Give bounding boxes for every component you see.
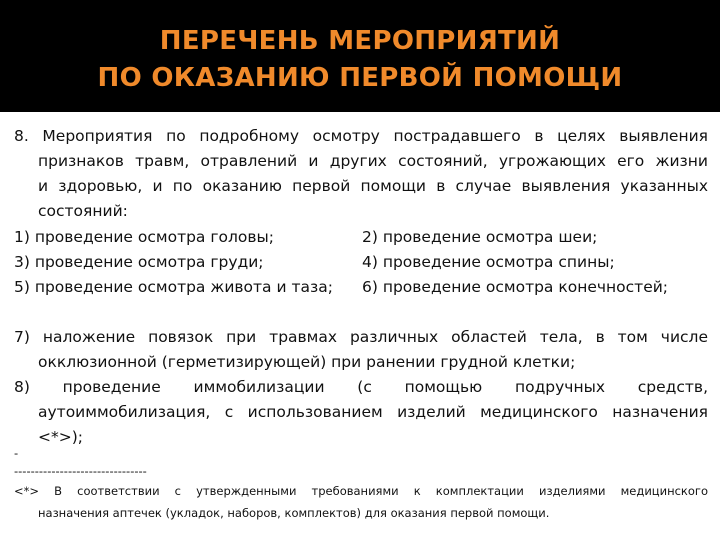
footnote-dash: - bbox=[14, 446, 19, 460]
title-line-1: ПЕРЕЧЕНЬ МЕРОПРИЯТИЙ bbox=[159, 26, 561, 56]
item7-line-1: 7) наложение повязок при травмах различных областей тела, в том числе bbox=[14, 328, 708, 346]
subitem-2: 2) проведение осмотра шеи; bbox=[362, 228, 598, 246]
subitem-1: 1) проведение осмотра головы; bbox=[14, 228, 274, 246]
item8-heading-line-1: 8. Мероприятия по подробному осмотру пострадавшего в целях выявления bbox=[14, 127, 708, 145]
title-line-2: ПО ОКАЗАНИЮ ПЕРВОЙ ПОМОЩИ bbox=[97, 63, 623, 93]
subitem-6: 6) проведение осмотра конечностей; bbox=[362, 278, 669, 296]
title-banner bbox=[0, 0, 720, 112]
footnote-line-1: <*> В соответствии с утвержденными требованиями к комплектации изделиями медицинского bbox=[14, 484, 708, 498]
subitem-3: 3) проведение осмотра груди; bbox=[14, 253, 264, 271]
item8-heading-line-3: и здоровью, и по оказанию первой помощи в случае выявления указанных bbox=[38, 177, 708, 195]
item8b-line-3: <*>); bbox=[38, 428, 83, 446]
item8b-line-2: аутоиммобилизация, с использованием изделий медицинского назначения bbox=[38, 403, 708, 421]
content-area bbox=[0, 112, 720, 540]
item7-line-2: окклюзионной (герметизирующей) при ранении грудной клетки; bbox=[38, 353, 576, 371]
item8b-line-1: 8) проведение иммобилизации (с помощью подручных средств, bbox=[14, 378, 708, 396]
subitem-5: 5) проведение осмотра живота и таза; bbox=[14, 278, 333, 296]
item8-heading-line-4: состояний: bbox=[38, 202, 128, 220]
footnote-line-2: назначения аптечек (укладок, наборов, комплектов) для оказания первой помощи. bbox=[38, 506, 550, 520]
subitem-4: 4) проведение осмотра спины; bbox=[362, 253, 615, 271]
footnote-separator: -------------------------------- bbox=[14, 464, 147, 478]
item8-heading-line-2: признаков травм, отравлений и других состояний, угрожающих его жизни bbox=[38, 152, 708, 170]
